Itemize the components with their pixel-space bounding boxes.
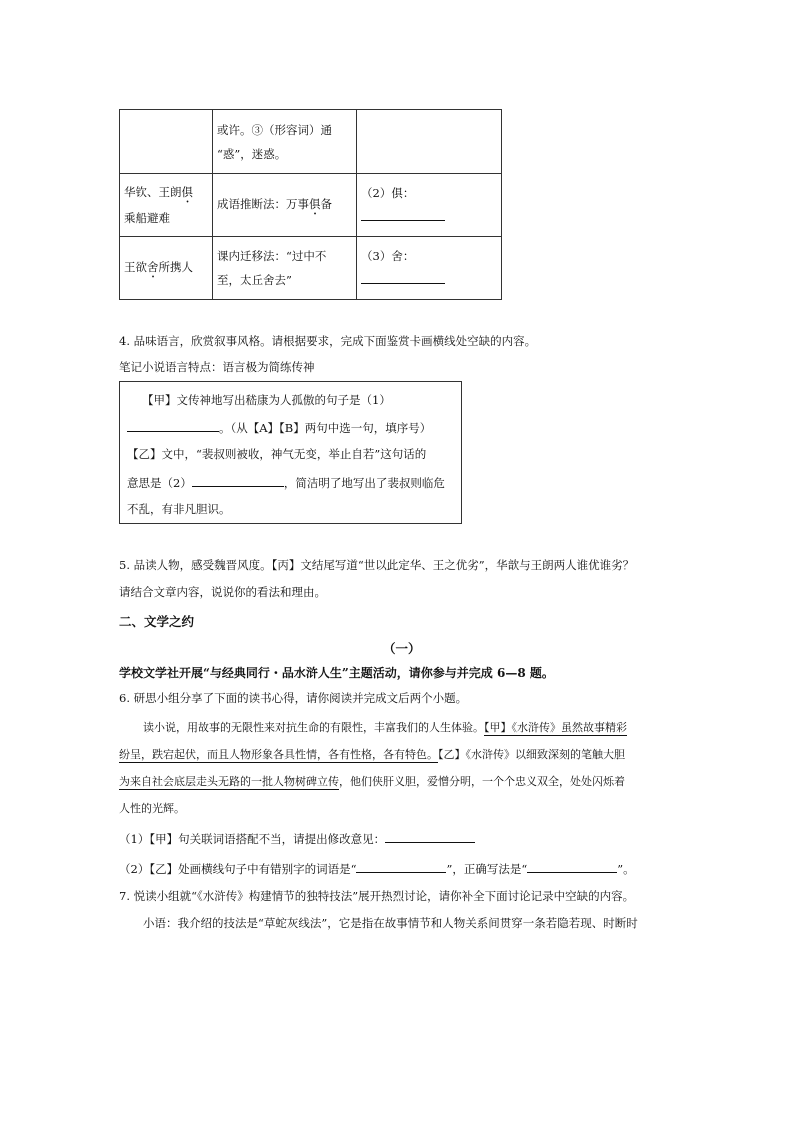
answer-label: （3）舍： xyxy=(361,249,415,263)
answer-blank[interactable] xyxy=(527,860,617,873)
table-cell xyxy=(357,110,502,174)
passage-text: ，他们侠肝义胆，爱憎分明，一个个忠义双全，处处闪烁着 xyxy=(339,775,625,788)
cell-text: 所携人 xyxy=(158,260,193,274)
answer-blank[interactable] xyxy=(356,860,446,873)
table-cell xyxy=(213,237,357,300)
question-6-sub1 xyxy=(119,830,475,847)
card-line xyxy=(127,419,431,436)
cell-text: 课内迁移法：“过中不 xyxy=(217,249,327,263)
appreciation-card xyxy=(119,381,462,524)
passage-line xyxy=(119,773,679,789)
question-7-line: 小语：我介绍的技法是“草蛇灰线法”，它是指在故事情节和人物关系间贯穿一条若隐若现、时断时 xyxy=(143,916,638,930)
card-text: 。（从【A】【B】两句中选一句，填序号） xyxy=(219,421,432,435)
answer-blank[interactable] xyxy=(385,830,475,843)
cell-text: 乘船避难 xyxy=(124,211,170,225)
passage-line: 人性的光辉。 xyxy=(119,802,185,815)
answer-blank[interactable] xyxy=(127,419,219,432)
underlined-text: 【甲】《水浒传》虽然故事精彩 xyxy=(484,721,627,734)
cell-text: “惑”，迷惑。 xyxy=(217,146,287,161)
table-cell xyxy=(357,174,502,237)
sub-question-text: （1）【甲】句关联词语搭配不当，请提出修改意见： xyxy=(119,832,386,846)
table-cell xyxy=(213,174,357,237)
passage-text: 读小说，用故事的无限性来对抗生命的有限性，丰富我们的人生体验。 xyxy=(143,721,484,734)
table-cell xyxy=(357,237,502,300)
sub-question-text: （2）【乙】处画横线句子中有错别字的词语是“ xyxy=(119,862,357,876)
card-line: 【乙】文中，“裴叔则被收，神气无变，举止自若”这句话的 xyxy=(127,447,427,461)
emphasis-char: 俱 xyxy=(181,185,193,199)
answer-blank[interactable] xyxy=(361,208,445,221)
cell-text: 备 xyxy=(320,197,332,211)
question-6-stem: 6. 研思小组分享了下面的读书心得，请你阅读并完成文后两个小题。 xyxy=(119,691,468,705)
answer-blank[interactable] xyxy=(361,271,445,284)
sub-question-text: ”。 xyxy=(617,862,635,876)
table-cell xyxy=(213,110,357,174)
table-row xyxy=(120,110,502,174)
question-4-note: 笔记小说语言特点：语言极为简练传神 xyxy=(119,360,315,374)
section-subheading: （一） xyxy=(383,641,421,656)
card-line xyxy=(127,474,445,491)
passage-line xyxy=(143,719,703,735)
cell-text: 成语推断法：万事 xyxy=(217,197,309,211)
cell-text: 或许。③（形容词）通 xyxy=(217,122,332,137)
cell-text: 至，太丘舍去” xyxy=(217,273,292,287)
table-cell xyxy=(120,110,213,174)
cell-text-part: 华钦、王朗 xyxy=(124,185,182,199)
card-text: 意思是（2） xyxy=(127,476,192,490)
table-row xyxy=(120,174,502,237)
question-7-stem: 7. 悦读小组就“《水浒传》构建情节的独特技法”展开热烈讨论，请你补全下面讨论记录中空缺的内容。 xyxy=(119,889,635,903)
section-intro: 学校文学社开展“与经典同行・品水浒人生”主题活动，请你参与并完成 6—8 题。 xyxy=(119,666,554,680)
card-line: 【甲】文传神地写出嵇康为人孤傲的句子是（1） xyxy=(142,393,391,407)
table-cell xyxy=(120,174,213,237)
card-text: ，简洁明了地写出了裴叔则临危 xyxy=(283,476,445,490)
cell-text xyxy=(124,180,206,206)
question-4-stem: 4. 品味语言，欣赏叙事风格。请根据要求，完成下面鉴赏卡画横线处空缺的内容。 xyxy=(119,334,537,348)
section-heading: 二、文学之约 xyxy=(119,614,195,629)
answer-blank[interactable] xyxy=(192,474,284,487)
passage-line xyxy=(119,746,679,762)
emphasis-char: 舍 xyxy=(147,260,159,274)
table-row xyxy=(120,237,502,300)
method-table xyxy=(119,109,502,300)
sub-question-text: ”，正确写法是“ xyxy=(446,862,528,876)
card-line: 不乱，有非凡胆识。 xyxy=(127,502,231,516)
answer-label: （2）俱： xyxy=(361,186,415,200)
passage-text: 【乙】《水浒传》以细致深刻的笔触大胆 xyxy=(438,748,625,761)
table-cell xyxy=(120,237,213,300)
question-5-line: 请结合文章内容，说说你的看法和理由。 xyxy=(119,585,326,599)
question-6-sub2 xyxy=(119,860,635,877)
underlined-text: 纷呈，跌宕起伏，而且人物形象各具性情，各有性格，各有特色。 xyxy=(119,748,438,761)
cell-text: 王欲 xyxy=(124,260,147,274)
emphasis-char: 俱 xyxy=(309,197,321,211)
underlined-text: 为来自社会底层走头无路的一批人物树碑立传 xyxy=(119,775,339,788)
question-5-line: 5. 品读人物，感受魏晋风度。【丙】文结尾写道“世以此定华、王之优劣”，华歆与王朗两人谁优谁劣？ xyxy=(119,558,635,572)
